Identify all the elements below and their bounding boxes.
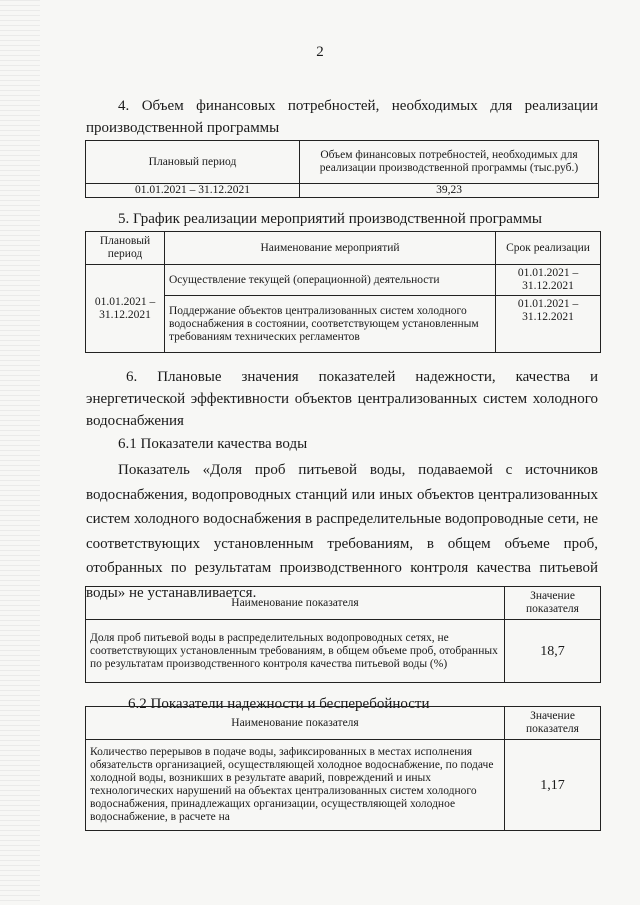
table-row	[86, 184, 599, 198]
section61-heading: 6.1 Показатели качества воды	[118, 436, 308, 452]
cell-amount: 39,23	[300, 184, 599, 198]
header-indicator: Наименование показателя	[86, 587, 505, 620]
cell-indicator: Количество перерывов в подаче воды, зафиксированных в местах исполнения обязательств организацией, осуществляющей холодное водоснабжение, по подаче холодной воды, возникших в результате аварий, повреждений и иных технологических нарушений на объектах централизованных систем холодного водоснабжения, принадлежащих организации, осуществляющей холодное водоснабжение, в расчете на	[86, 740, 505, 831]
section61-paragraph: Показатель «Доля проб питьевой воды, подаваемой с источников водоснабжения, водопроводных станций или иных объектов централизованных систем холодного водоснабжения в распределительные водопроводные сети, не соответствующих установленным требованиям, в общем объеме проб, отобранных по результатам производственного контроля качества питьевой воды» не устанавливается.	[86, 462, 598, 601]
cell-period: 01.01.2021 – 31.12.2021	[86, 184, 300, 198]
section62-heading: 6.2 Показатели надежности и бесперебойности	[128, 696, 430, 712]
table-header-row	[86, 587, 601, 620]
table-header-row	[86, 141, 599, 184]
cell-period: 01.01.2021 – 31.12.2021	[86, 265, 165, 353]
cell-term: 01.01.2021 – 31.12.2021	[496, 296, 601, 353]
cell-activity: Поддержание объектов централизованных систем холодного водоснабжения в состоянии, соответствующем установленным требованиям технических регламентов	[165, 296, 496, 353]
header-period: Плановый период	[86, 232, 165, 265]
reliability-table	[85, 706, 601, 831]
table-row	[86, 265, 601, 296]
header-indicator: Наименование показателя	[86, 707, 505, 740]
section6-intro: 6. Плановые значения показателей надежности, качества и энергетической эффективности объектов централизованных систем холодного водоснабжения	[86, 369, 598, 429]
header-value: Значение показателя	[505, 587, 601, 620]
cell-activity: Осуществление текущей (операционной) деятельности	[165, 265, 496, 296]
page-number: 2	[316, 44, 324, 60]
table-header-row	[86, 707, 601, 740]
table-header-row	[86, 232, 601, 265]
table-row	[86, 740, 601, 831]
table-row	[86, 620, 601, 683]
cell-term: 01.01.2021 – 31.12.2021	[496, 265, 601, 296]
section4-heading-line1: 4. Объем финансовых потребностей, необходимых для реализации	[118, 98, 598, 114]
scan-edge-artifact	[0, 0, 40, 905]
cell-value: 18,7	[505, 620, 601, 683]
header-value: Значение показателя	[505, 707, 601, 740]
water-quality-table	[85, 586, 601, 683]
header-amount: Объем финансовых потребностей, необходимых для реализации производственной программы (тыс.руб.)	[300, 141, 599, 184]
header-activity: Наименование мероприятий	[165, 232, 496, 265]
cell-indicator: Доля проб питьевой воды в распределительных водопроводных сетях, не соответствующих установленным требованиям, в общем объеме проб, отобранных по результатам производственного контроля качества питьевой воды (%)	[86, 620, 505, 683]
cell-value: 1,17	[505, 740, 601, 831]
section5-heading: 5. График реализации мероприятий производственной программы	[118, 211, 542, 227]
header-term: Срок реализации	[496, 232, 601, 265]
schedule-table	[85, 231, 601, 353]
financial-needs-table	[85, 140, 599, 198]
section4-heading-line2: производственной программы	[86, 120, 280, 136]
header-period: Плановый период	[86, 141, 300, 184]
